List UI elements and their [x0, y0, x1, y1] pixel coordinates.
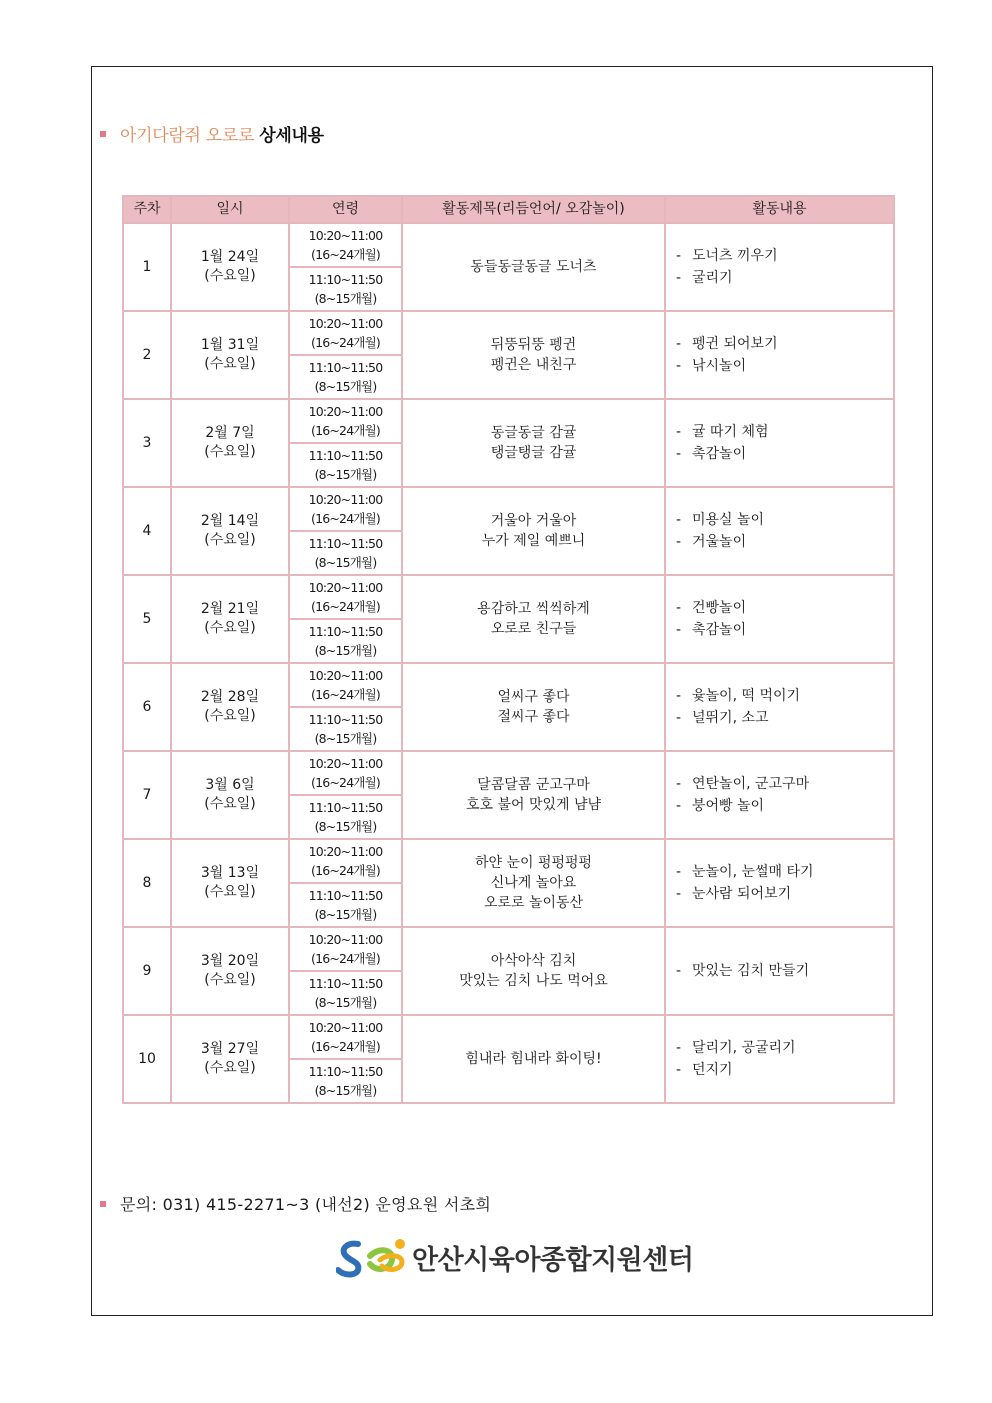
table-row [123, 575, 894, 619]
activity-item [676, 421, 893, 443]
dash-icon: - [676, 1040, 682, 1056]
activity-text: 던지기 [692, 1062, 733, 1078]
activity-item [676, 531, 893, 553]
date-cell [171, 575, 289, 663]
activity-item [676, 861, 893, 883]
day-text: (수요일) [204, 268, 256, 284]
age-time-text: 10:20~11:00 [308, 1020, 383, 1035]
date-text: 2월 28일 [200, 689, 260, 705]
activity-title-text: 호호 불어 맛있게 냠냠 [465, 797, 602, 813]
dash-icon: - [676, 963, 682, 979]
dash-icon: - [676, 248, 682, 264]
date-cell [171, 751, 289, 839]
age-time-text: 10:20~11:00 [308, 668, 383, 683]
dash-icon: - [676, 424, 682, 440]
activity-item [676, 355, 893, 377]
week-cell: 3 [123, 399, 171, 487]
day-text: (수요일) [204, 796, 256, 812]
activity-text: 윷놀이, 떡 먹이기 [692, 688, 801, 704]
week-cell: 6 [123, 663, 171, 751]
age-time-text: (16~24개월) [311, 775, 380, 790]
activity-title-text: 용감하고 씩씩하게 [477, 601, 590, 617]
logo-text: 안산시육아종합지원센터 [412, 1244, 694, 1276]
activity-title-text: 절씨구 좋다 [497, 709, 570, 725]
activity-title-cell [402, 223, 665, 311]
dash-icon: - [676, 358, 682, 374]
age-time-cell [289, 971, 402, 1015]
week-cell: 2 [123, 311, 171, 399]
age-time-cell [289, 443, 402, 487]
activity-list-cell [665, 311, 894, 399]
age-time-text: 11:10~11:50 [308, 272, 383, 287]
age-time-text: (8~15개월) [314, 643, 377, 658]
activity-title-text: 동글동글 감귤 [490, 425, 577, 441]
date-text: 3월 20일 [200, 953, 260, 969]
activity-title-cell [402, 839, 665, 927]
activity-text: 눈사람 되어보기 [692, 886, 792, 902]
age-time-text: (16~24개월) [311, 511, 380, 526]
activity-list-cell [665, 927, 894, 1015]
date-cell [171, 663, 289, 751]
activity-item [676, 883, 893, 905]
activity-text: 연탄놀이, 군고구마 [692, 776, 810, 792]
dash-icon: - [676, 534, 682, 550]
date-text: 1월 31일 [200, 337, 260, 353]
contact-info [100, 1192, 491, 1215]
activity-text: 널뛰기, 소고 [692, 710, 769, 726]
age-time-text: 10:20~11:00 [308, 756, 383, 771]
table-body [123, 223, 894, 1103]
age-time-text: (16~24개월) [311, 423, 380, 438]
table-row [123, 927, 894, 971]
activity-list-cell [665, 839, 894, 927]
date-text: 2월 21일 [200, 601, 260, 617]
day-text: (수요일) [204, 708, 256, 724]
activity-title-text: 하얀 눈이 펑펑펑펑 [474, 855, 593, 871]
activity-title-text: 누가 제일 예쁘니 [481, 533, 586, 549]
age-time-text: (8~15개월) [314, 731, 377, 746]
dash-icon: - [676, 1062, 682, 1078]
age-time-text: (8~15개월) [314, 1083, 377, 1098]
age-time-text: 11:10~11:50 [308, 536, 383, 551]
activity-text: 달리기, 공굴리기 [692, 1040, 796, 1056]
day-text: (수요일) [204, 620, 256, 636]
age-time-cell [289, 1015, 402, 1059]
bullet-icon [100, 1201, 106, 1207]
dash-icon: - [676, 512, 682, 528]
activity-title-text: 아삭아삭 김치 [490, 953, 577, 969]
age-time-cell [289, 795, 402, 839]
dash-icon: - [676, 622, 682, 638]
date-text: 1월 24일 [200, 249, 260, 265]
table-row [123, 487, 894, 531]
header-activities: 활동내용 [665, 196, 894, 223]
week-cell: 4 [123, 487, 171, 575]
activity-text: 도너츠 끼우기 [692, 248, 778, 264]
activity-item [676, 960, 893, 982]
activity-text: 맛있는 김치 만들기 [692, 963, 810, 979]
day-text: (수요일) [204, 356, 256, 372]
activity-item [676, 773, 893, 795]
activity-text: 낚시놀이 [692, 358, 747, 374]
activity-text: 거울놀이 [692, 534, 747, 550]
dash-icon: - [676, 446, 682, 462]
table-row [123, 311, 894, 355]
age-time-cell [289, 487, 402, 531]
activity-title-cell [402, 663, 665, 751]
header-date: 일시 [171, 196, 289, 223]
age-time-text: 10:20~11:00 [308, 404, 383, 419]
age-time-text: 10:20~11:00 [308, 228, 383, 243]
age-time-text: 10:20~11:00 [308, 844, 383, 859]
activity-item [676, 707, 893, 729]
date-cell [171, 399, 289, 487]
age-time-text: (8~15개월) [314, 291, 377, 306]
activity-text: 펭귄 되어보기 [692, 336, 778, 352]
date-text: 3월 13일 [200, 865, 260, 881]
age-time-text: 11:10~11:50 [308, 800, 383, 815]
week-cell: 7 [123, 751, 171, 839]
activity-item [676, 1037, 893, 1059]
activity-list-cell [665, 223, 894, 311]
header-age: 연령 [289, 196, 402, 223]
header-title: 활동제목(리듬언어/ 오감놀이) [402, 196, 665, 223]
program-name: 아기다람쥐 오로로 [120, 126, 255, 146]
age-time-text: (16~24개월) [311, 951, 380, 966]
age-time-text: (16~24개월) [311, 599, 380, 614]
age-time-text: 11:10~11:50 [308, 624, 383, 639]
activity-title-text: 탱글탱글 감귤 [490, 445, 577, 461]
activity-item [676, 685, 893, 707]
table-row [123, 223, 894, 267]
age-time-text: (8~15개월) [314, 907, 377, 922]
age-time-text: 11:10~11:50 [308, 360, 383, 375]
activity-text: 눈놀이, 눈썰매 타기 [692, 864, 814, 880]
activity-text: 굴리기 [692, 270, 733, 286]
contact-text: 문의: 031) 415-2271~3 (내선2) 운영요원 서초희 [120, 1195, 492, 1214]
date-text: 3월 6일 [205, 777, 255, 793]
age-time-text: (16~24개월) [311, 1039, 380, 1054]
age-time-cell [289, 575, 402, 619]
activity-title-text: 얼씨구 좋다 [497, 689, 570, 705]
activity-title-cell [402, 311, 665, 399]
activity-text: 붕어빵 놀이 [692, 798, 765, 814]
activity-list-cell [665, 399, 894, 487]
age-time-text: 11:10~11:50 [308, 976, 383, 991]
activity-title-text: 오로로 친구들 [490, 621, 577, 637]
activity-item [676, 597, 893, 619]
section-heading [100, 121, 324, 146]
age-time-text: 11:10~11:50 [308, 888, 383, 903]
activity-text: 촉감놀이 [692, 622, 747, 638]
activity-item [676, 795, 893, 817]
dash-icon: - [676, 688, 682, 704]
day-text: (수요일) [204, 972, 256, 988]
date-text: 3월 27일 [200, 1041, 260, 1057]
week-cell: 9 [123, 927, 171, 1015]
table-row [123, 1015, 894, 1059]
date-cell [171, 223, 289, 311]
table-row [123, 663, 894, 707]
age-time-text: (8~15개월) [314, 995, 377, 1010]
activity-title-text: 거울아 거울아 [490, 513, 577, 529]
dash-icon: - [676, 710, 682, 726]
activity-title-text: 신나게 놀아요 [490, 875, 577, 891]
age-time-cell [289, 883, 402, 927]
age-time-cell [289, 311, 402, 355]
age-time-cell [289, 839, 402, 883]
date-cell [171, 1015, 289, 1103]
dash-icon: - [676, 600, 682, 616]
date-cell [171, 927, 289, 1015]
activity-text: 귤 따기 체험 [692, 424, 769, 440]
activity-title-text: 달콤달콤 군고구마 [477, 777, 590, 793]
activity-title-cell [402, 487, 665, 575]
age-time-text: 10:20~11:00 [308, 316, 383, 331]
activity-item [676, 443, 893, 465]
age-time-cell [289, 531, 402, 575]
table-row [123, 751, 894, 795]
table-row [123, 839, 894, 883]
activity-item [676, 619, 893, 641]
age-time-cell [289, 399, 402, 443]
activity-list-cell [665, 751, 894, 839]
age-time-text: (16~24개월) [311, 335, 380, 350]
schedule-table [122, 195, 895, 1104]
day-text: (수요일) [204, 1060, 256, 1076]
age-time-text: 10:20~11:00 [308, 932, 383, 947]
date-cell [171, 487, 289, 575]
table-row [123, 399, 894, 443]
age-time-text: (8~15개월) [314, 379, 377, 394]
date-cell [171, 839, 289, 927]
age-time-text: 10:20~11:00 [308, 580, 383, 595]
activity-list-cell [665, 487, 894, 575]
dash-icon: - [676, 336, 682, 352]
day-text: (수요일) [204, 532, 256, 548]
day-text: (수요일) [204, 884, 256, 900]
activity-title-text: 펭귄은 내친구 [490, 357, 577, 373]
activity-title-cell [402, 399, 665, 487]
activity-item [676, 509, 893, 531]
activity-list-cell [665, 575, 894, 663]
activity-title-text: 힘내라 힘내라 화이팅! [465, 1051, 602, 1067]
center-logo [336, 1236, 693, 1278]
activity-list-cell [665, 1015, 894, 1103]
dash-icon: - [676, 270, 682, 286]
activity-item [676, 245, 893, 267]
age-time-cell [289, 267, 402, 311]
activity-title-text: 동들동글동글 도너츠 [470, 259, 597, 275]
activity-title-text: 맛있는 김치 나도 먹어요 [459, 973, 608, 989]
activity-title-text: 오로로 놀이동산 [483, 895, 584, 911]
day-text: (수요일) [204, 444, 256, 460]
dash-icon: - [676, 798, 682, 814]
activity-title-text: 뒤뚱뒤뚱 펭귄 [490, 337, 577, 353]
date-text: 2월 14일 [200, 513, 260, 529]
age-time-cell [289, 707, 402, 751]
age-time-cell [289, 1059, 402, 1103]
activity-text: 건빵놀이 [692, 600, 747, 616]
age-time-text: 11:10~11:50 [308, 712, 383, 727]
activity-text: 미용실 놀이 [692, 512, 765, 528]
activity-item [676, 267, 893, 289]
activity-item [676, 1059, 893, 1081]
age-time-cell [289, 223, 402, 267]
age-time-text: (8~15개월) [314, 467, 377, 482]
age-time-cell [289, 355, 402, 399]
age-time-text: 11:10~11:50 [308, 448, 383, 463]
age-time-text: (8~15개월) [314, 819, 377, 834]
dash-icon: - [676, 776, 682, 792]
age-time-cell [289, 751, 402, 795]
activity-item [676, 333, 893, 355]
week-cell: 1 [123, 223, 171, 311]
age-time-text: (16~24개월) [311, 863, 380, 878]
age-time-text: (16~24개월) [311, 247, 380, 262]
age-time-text: (16~24개월) [311, 687, 380, 702]
bullet-icon [100, 131, 106, 137]
heading-label: 상세내용 [259, 126, 324, 146]
table-header-row [123, 196, 894, 223]
activity-text: 촉감놀이 [692, 446, 747, 462]
activity-title-cell [402, 1015, 665, 1103]
age-time-cell [289, 927, 402, 971]
week-cell: 5 [123, 575, 171, 663]
activity-title-cell [402, 927, 665, 1015]
activity-title-cell [402, 751, 665, 839]
logo-mark-icon [336, 1236, 410, 1278]
header-week: 주차 [123, 196, 171, 223]
activity-list-cell [665, 663, 894, 751]
date-cell [171, 311, 289, 399]
dash-icon: - [676, 864, 682, 880]
dash-icon: - [676, 886, 682, 902]
age-time-text: (8~15개월) [314, 555, 377, 570]
week-cell: 8 [123, 839, 171, 927]
age-time-cell [289, 663, 402, 707]
date-text: 2월 7일 [205, 425, 255, 441]
age-time-text: 11:10~11:50 [308, 1064, 383, 1079]
activity-title-cell [402, 575, 665, 663]
age-time-cell [289, 619, 402, 663]
week-cell: 10 [123, 1015, 171, 1103]
age-time-text: 10:20~11:00 [308, 492, 383, 507]
